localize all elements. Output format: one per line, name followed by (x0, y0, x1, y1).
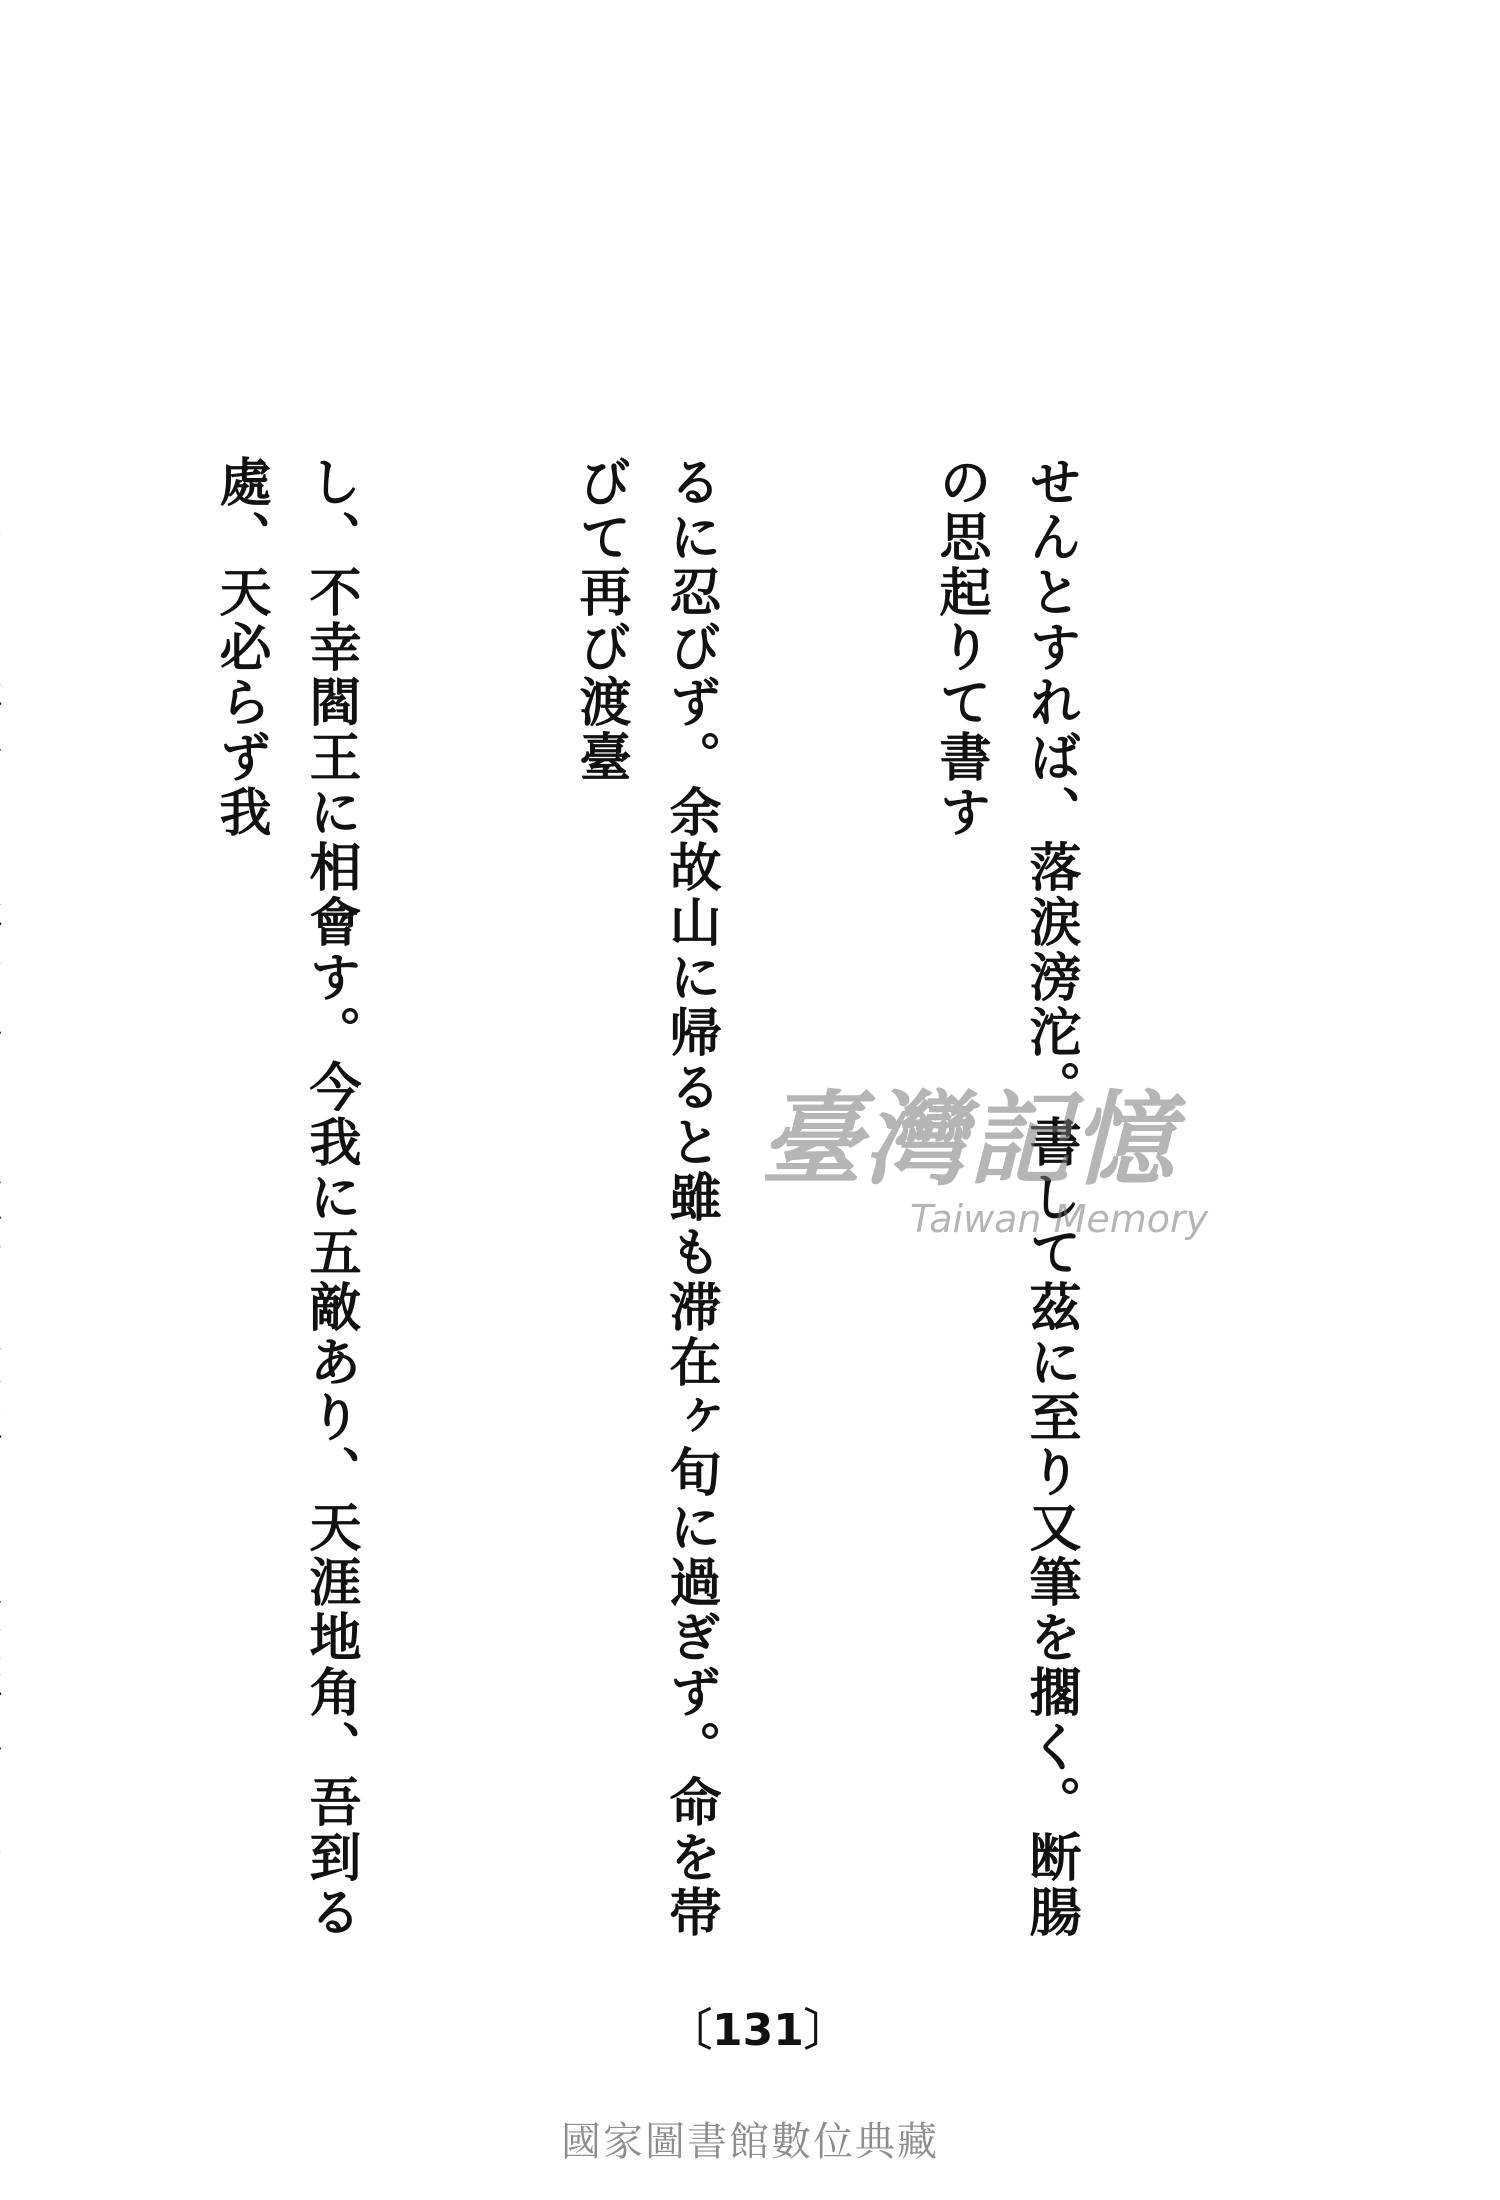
body-line-3: し、不幸閻王に相會す。今我に五敵あり、天涯地角、吾到る處、天必らず我 (210, 455, 361, 1940)
watermark-sub-text: Taiwan Memory (910, 1197, 1209, 1241)
footer-label: 國家圖書館數位典藏 (561, 2119, 939, 2165)
body-line-1: せんとすれば、落涙滂沱。書して茲に至り又筆を擱く。断腸の思起りて書す (930, 455, 1081, 1940)
page-number: 〔131〕 (668, 2005, 848, 2056)
body-line-4 (0, 455, 15, 1975)
body-line-2: るに忍びず。余故山に帰ると雖も滞在ヶ旬に過ぎず。命を帯びて再び渡臺 (570, 455, 721, 1940)
vertical-body-text (210, 455, 1275, 1975)
watermark-main-text: 臺灣記憶 (760, 1080, 1176, 1200)
